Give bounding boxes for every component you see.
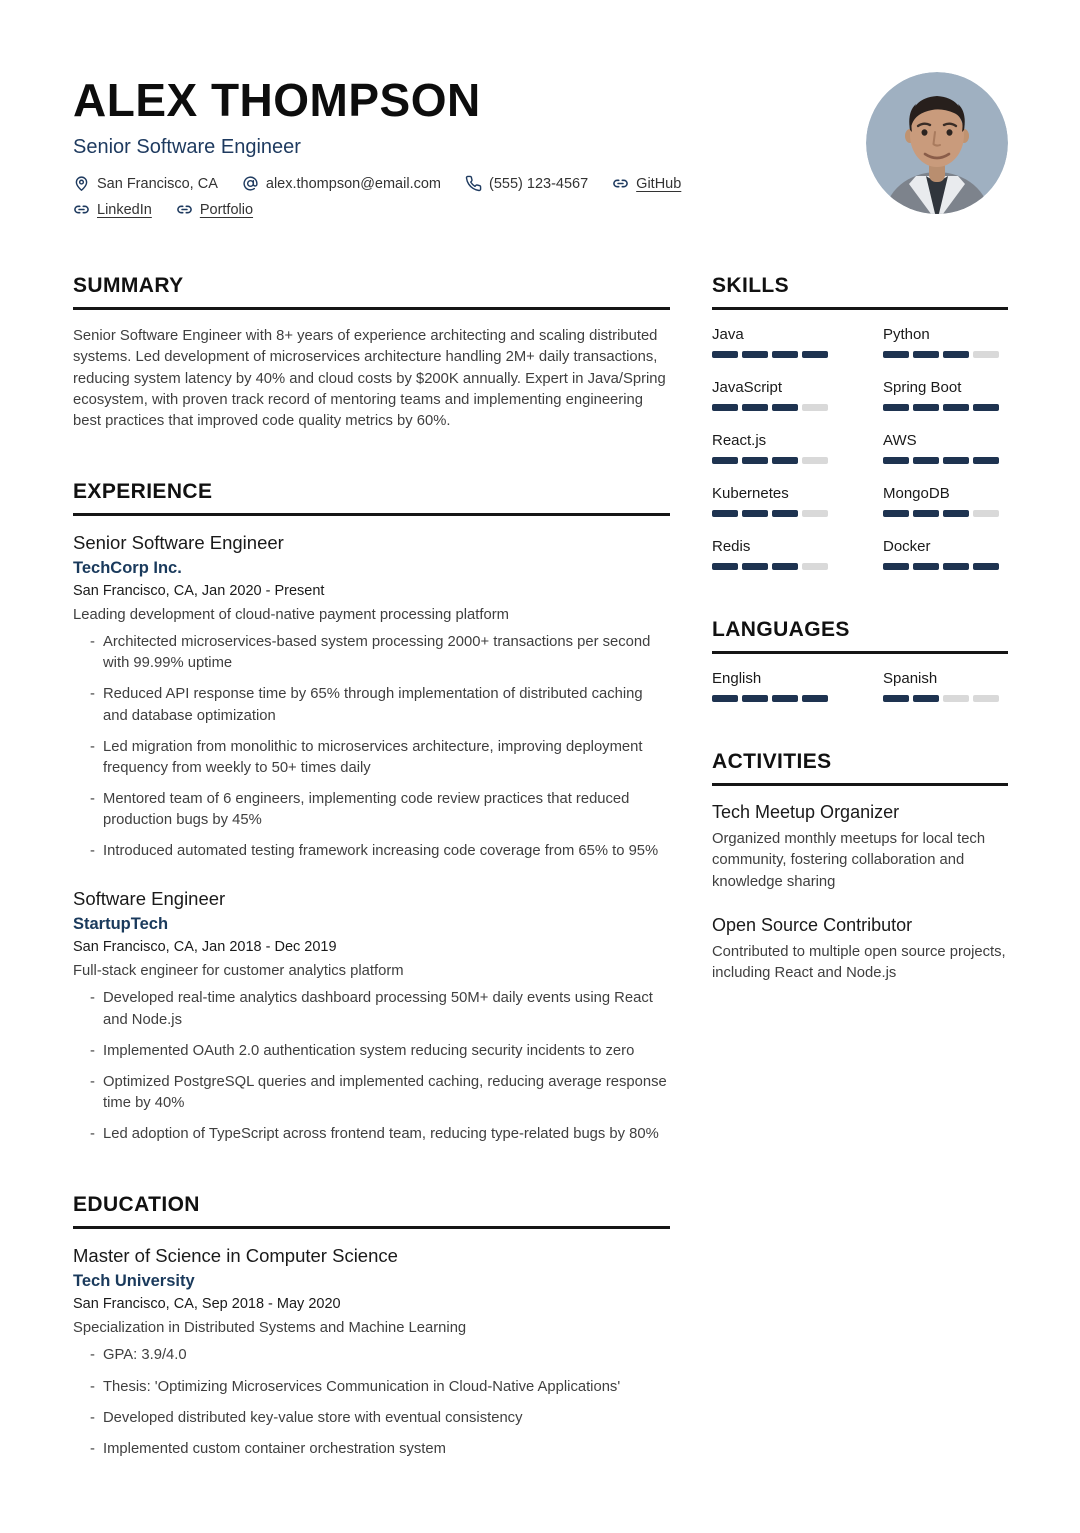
skill-level-segment: [913, 351, 939, 358]
entry-description: Specialization in Distributed Systems and Machine Learning: [73, 1320, 467, 1337]
skill-name: AWS: [883, 432, 917, 450]
avatar-illustration: [866, 72, 1008, 214]
skill-level-bar: [883, 404, 1008, 411]
entry-bullets: [73, 988, 670, 1145]
skill-level-segment: [883, 563, 909, 570]
summary-text: Senior Software Engineer with 8+ years of experience architecting and scaling distributed systems. Led development of microservices architecture handling 2M+ daily transactions, reducing system latency by 40% and cloud costs by $200K annually. Expert in Java/Spring ecosystem, with proven track record of mentoring teams and implementing engineering best practices that improved code quality metrics by 60%.: [73, 328, 666, 429]
skill-level-segment: [712, 563, 738, 570]
language-level-bar: [712, 695, 837, 702]
entry-description: Full-stack engineer for customer analytics platform: [73, 963, 404, 980]
entry-title: Software Engineer: [73, 888, 226, 910]
skill-item: [712, 485, 837, 517]
location-pin-icon: [73, 175, 90, 192]
skill-level-segment: [943, 404, 969, 411]
skill-name: Redis: [712, 538, 751, 556]
skill-level-segment: [712, 404, 738, 411]
skill-name: Docker: [883, 538, 931, 556]
skill-level-bar: [883, 351, 1008, 358]
skill-level-segment: [973, 510, 999, 517]
skill-item: [712, 326, 837, 358]
skill-item: [883, 326, 1008, 358]
skill-level-segment: [772, 404, 798, 411]
language-level-segment: [802, 695, 828, 702]
skill-level-bar: [883, 457, 1008, 464]
contact-alex-thompson-email-com: [242, 175, 441, 192]
section-experience: [73, 480, 670, 1145]
resume-columns: [73, 274, 1008, 1508]
phone-icon: [465, 175, 482, 192]
language-item: [883, 670, 1008, 702]
skill-level-segment: [742, 457, 768, 464]
bullet-item: - Architected microservices-based system processing 2000+ transactions per second with 99.99% uptime: [73, 632, 670, 674]
language-name: Spanish: [883, 670, 938, 688]
section-activities: [712, 750, 1008, 984]
skill-level-segment: [913, 404, 939, 411]
skill-level-segment: [712, 351, 738, 358]
at-sign-icon: [242, 175, 259, 192]
bullet-item: - Thesis: 'Optimizing Microservices Communication in Cloud-Native Applications': [73, 1377, 670, 1398]
skill-level-segment: [802, 563, 828, 570]
bullet-item: - Mentored team of 6 engineers, implementing code review practices that reduced production bugs by 45%: [73, 789, 670, 831]
skill-level-segment: [772, 510, 798, 517]
skill-name: Java: [712, 326, 744, 344]
entry: [73, 532, 670, 862]
summary-heading: SUMMARY: [73, 274, 670, 310]
skill-level-segment: [973, 457, 999, 464]
entry: [73, 1245, 670, 1460]
skill-item: [883, 538, 1008, 570]
skill-name: React.js: [712, 432, 767, 450]
skill-level-segment: [742, 404, 768, 411]
entry-meta: San Francisco, CA, Jan 2020 - Present: [73, 583, 325, 600]
skill-name: Kubernetes: [712, 485, 789, 503]
contact-text[interactable]: LinkedIn: [97, 201, 152, 218]
contact-text: alex.thompson@email.com: [265, 175, 441, 192]
entry-description: Leading development of cloud-native payment processing platform: [73, 607, 509, 624]
entry-bullets: [73, 1345, 670, 1460]
skill-level-segment: [973, 563, 999, 570]
skills-heading: SKILLS: [712, 274, 1008, 310]
entry-meta: San Francisco, CA, Jan 2018 - Dec 2019: [73, 939, 337, 956]
link-icon: [176, 201, 193, 218]
skill-level-segment: [772, 563, 798, 570]
skill-level-segment: [883, 351, 909, 358]
contact-text: (555) 123-4567: [489, 175, 589, 192]
language-level-segment: [913, 695, 939, 702]
skill-level-segment: [883, 510, 909, 517]
skill-item: [712, 538, 837, 570]
language-level-segment: [772, 695, 798, 702]
person-name: ALEX THOMPSON: [73, 74, 481, 126]
header-identity: [73, 62, 773, 218]
entry-title: Senior Software Engineer: [73, 532, 284, 554]
bullet-item: - Introduced automated testing framework increasing code coverage from 65% to 95%: [73, 841, 670, 862]
bullet-item: - Developed real-time analytics dashboard processing 50M+ daily events using React and Node.js: [73, 988, 670, 1030]
entry-company: StartupTech: [73, 915, 169, 934]
skill-name: JavaScript: [712, 379, 783, 397]
contact-row: [73, 175, 773, 218]
activity-description: Contributed to multiple open source projects, including React and Node.js: [712, 943, 1006, 981]
education-heading: EDUCATION: [73, 1193, 670, 1229]
skill-level-bar: [712, 563, 837, 570]
language-level-segment: [973, 695, 999, 702]
language-level-segment: [742, 695, 768, 702]
language-level-segment: [943, 695, 969, 702]
avatar: [866, 72, 1008, 214]
section-summary: [73, 274, 670, 432]
skill-level-segment: [943, 457, 969, 464]
bullet-item: - Led adoption of TypeScript across frontend team, reducing type-related bugs by 80%: [73, 1124, 670, 1145]
contact-portfolio[interactable]: [176, 201, 253, 218]
skill-name: Python: [883, 326, 930, 344]
language-level-segment: [883, 695, 909, 702]
languages-heading: LANGUAGES: [712, 618, 1008, 654]
skill-level-segment: [913, 510, 939, 517]
contact-text[interactable]: GitHub: [636, 175, 682, 192]
language-level-segment: [712, 695, 738, 702]
entry-meta: San Francisco, CA, Sep 2018 - May 2020: [73, 1296, 341, 1313]
language-item: [712, 670, 837, 702]
section-education: [73, 1193, 670, 1460]
skill-item: [712, 432, 837, 464]
skill-level-segment: [712, 510, 738, 517]
skill-level-segment: [772, 351, 798, 358]
skill-level-segment: [943, 510, 969, 517]
skill-level-bar: [712, 351, 837, 358]
bullet-item: - Led migration from monolithic to microservices architecture, improving deployment frequency from weekly to 50+ times daily: [73, 737, 670, 779]
skill-item: [883, 432, 1008, 464]
activities-heading: ACTIVITIES: [712, 750, 1008, 786]
skill-level-bar: [712, 510, 837, 517]
contact-san-francisco-ca: [73, 175, 218, 192]
skill-level-segment: [973, 351, 999, 358]
entry: [73, 888, 670, 1145]
contact-linkedin[interactable]: [73, 201, 152, 218]
person-job-title: Senior Software Engineer: [73, 136, 301, 159]
contact--555-123-4567: [465, 175, 588, 192]
section-skills: [712, 274, 1008, 570]
skill-level-segment: [802, 457, 828, 464]
skill-level-segment: [943, 351, 969, 358]
skill-item: [712, 379, 837, 411]
skill-level-segment: [802, 351, 828, 358]
resume-header: [73, 62, 1008, 218]
skill-level-segment: [943, 563, 969, 570]
skill-level-segment: [742, 351, 768, 358]
link-icon: [612, 175, 629, 192]
bullet-item: - Developed distributed key-value store with eventual consistency: [73, 1408, 670, 1429]
skill-level-segment: [883, 457, 909, 464]
experience-heading: EXPERIENCE: [73, 480, 670, 516]
skill-level-segment: [973, 404, 999, 411]
skill-level-segment: [802, 404, 828, 411]
skill-level-segment: [913, 563, 939, 570]
entry-company: Tech University: [73, 1272, 195, 1291]
activity-item: [712, 915, 1008, 984]
contact-github[interactable]: [612, 175, 681, 192]
skill-level-bar: [712, 404, 837, 411]
language-name: English: [712, 670, 762, 688]
contact-text[interactable]: Portfolio: [199, 201, 254, 218]
activity-description: Organized monthly meetups for local tech community, fostering collaboration and knowledge sharing: [712, 831, 986, 890]
language-level-bar: [883, 695, 1008, 702]
skill-level-segment: [913, 457, 939, 464]
skill-item: [883, 485, 1008, 517]
sidebar-column: [712, 274, 1008, 1508]
activity-title: Open Source Contributor: [712, 914, 913, 935]
skill-level-segment: [712, 457, 738, 464]
skill-name: MongoDB: [883, 485, 950, 503]
section-languages: [712, 618, 1008, 702]
skill-level-segment: [742, 510, 768, 517]
skill-item: [883, 379, 1008, 411]
bullet-item: - GPA: 3.9/4.0: [73, 1345, 670, 1366]
activity-title: Tech Meetup Organizer: [712, 802, 900, 823]
skill-level-bar: [883, 563, 1008, 570]
main-column: [73, 274, 670, 1508]
bullet-item: - Reduced API response time by 65% through implementation of distributed caching and database optimization: [73, 684, 670, 726]
activity-item: [712, 802, 1008, 892]
bullet-item: - Implemented custom container orchestration system: [73, 1439, 670, 1460]
skill-level-bar: [712, 457, 837, 464]
skill-level-segment: [883, 404, 909, 411]
skill-name: Spring Boot: [883, 379, 962, 397]
link-icon: [73, 201, 90, 218]
skill-level-segment: [802, 510, 828, 517]
entry-title: Master of Science in Computer Science: [73, 1245, 398, 1267]
skill-level-segment: [772, 457, 798, 464]
entry-company: TechCorp Inc.: [73, 559, 182, 578]
entry-bullets: [73, 632, 670, 862]
contact-text: San Francisco, CA: [97, 175, 218, 192]
skill-level-segment: [742, 563, 768, 570]
bullet-item: - Optimized PostgreSQL queries and implemented caching, reducing average response time by 40%: [73, 1072, 670, 1114]
bullet-item: - Implemented OAuth 2.0 authentication system reducing security incidents to zero: [73, 1041, 670, 1062]
skill-level-bar: [883, 510, 1008, 517]
